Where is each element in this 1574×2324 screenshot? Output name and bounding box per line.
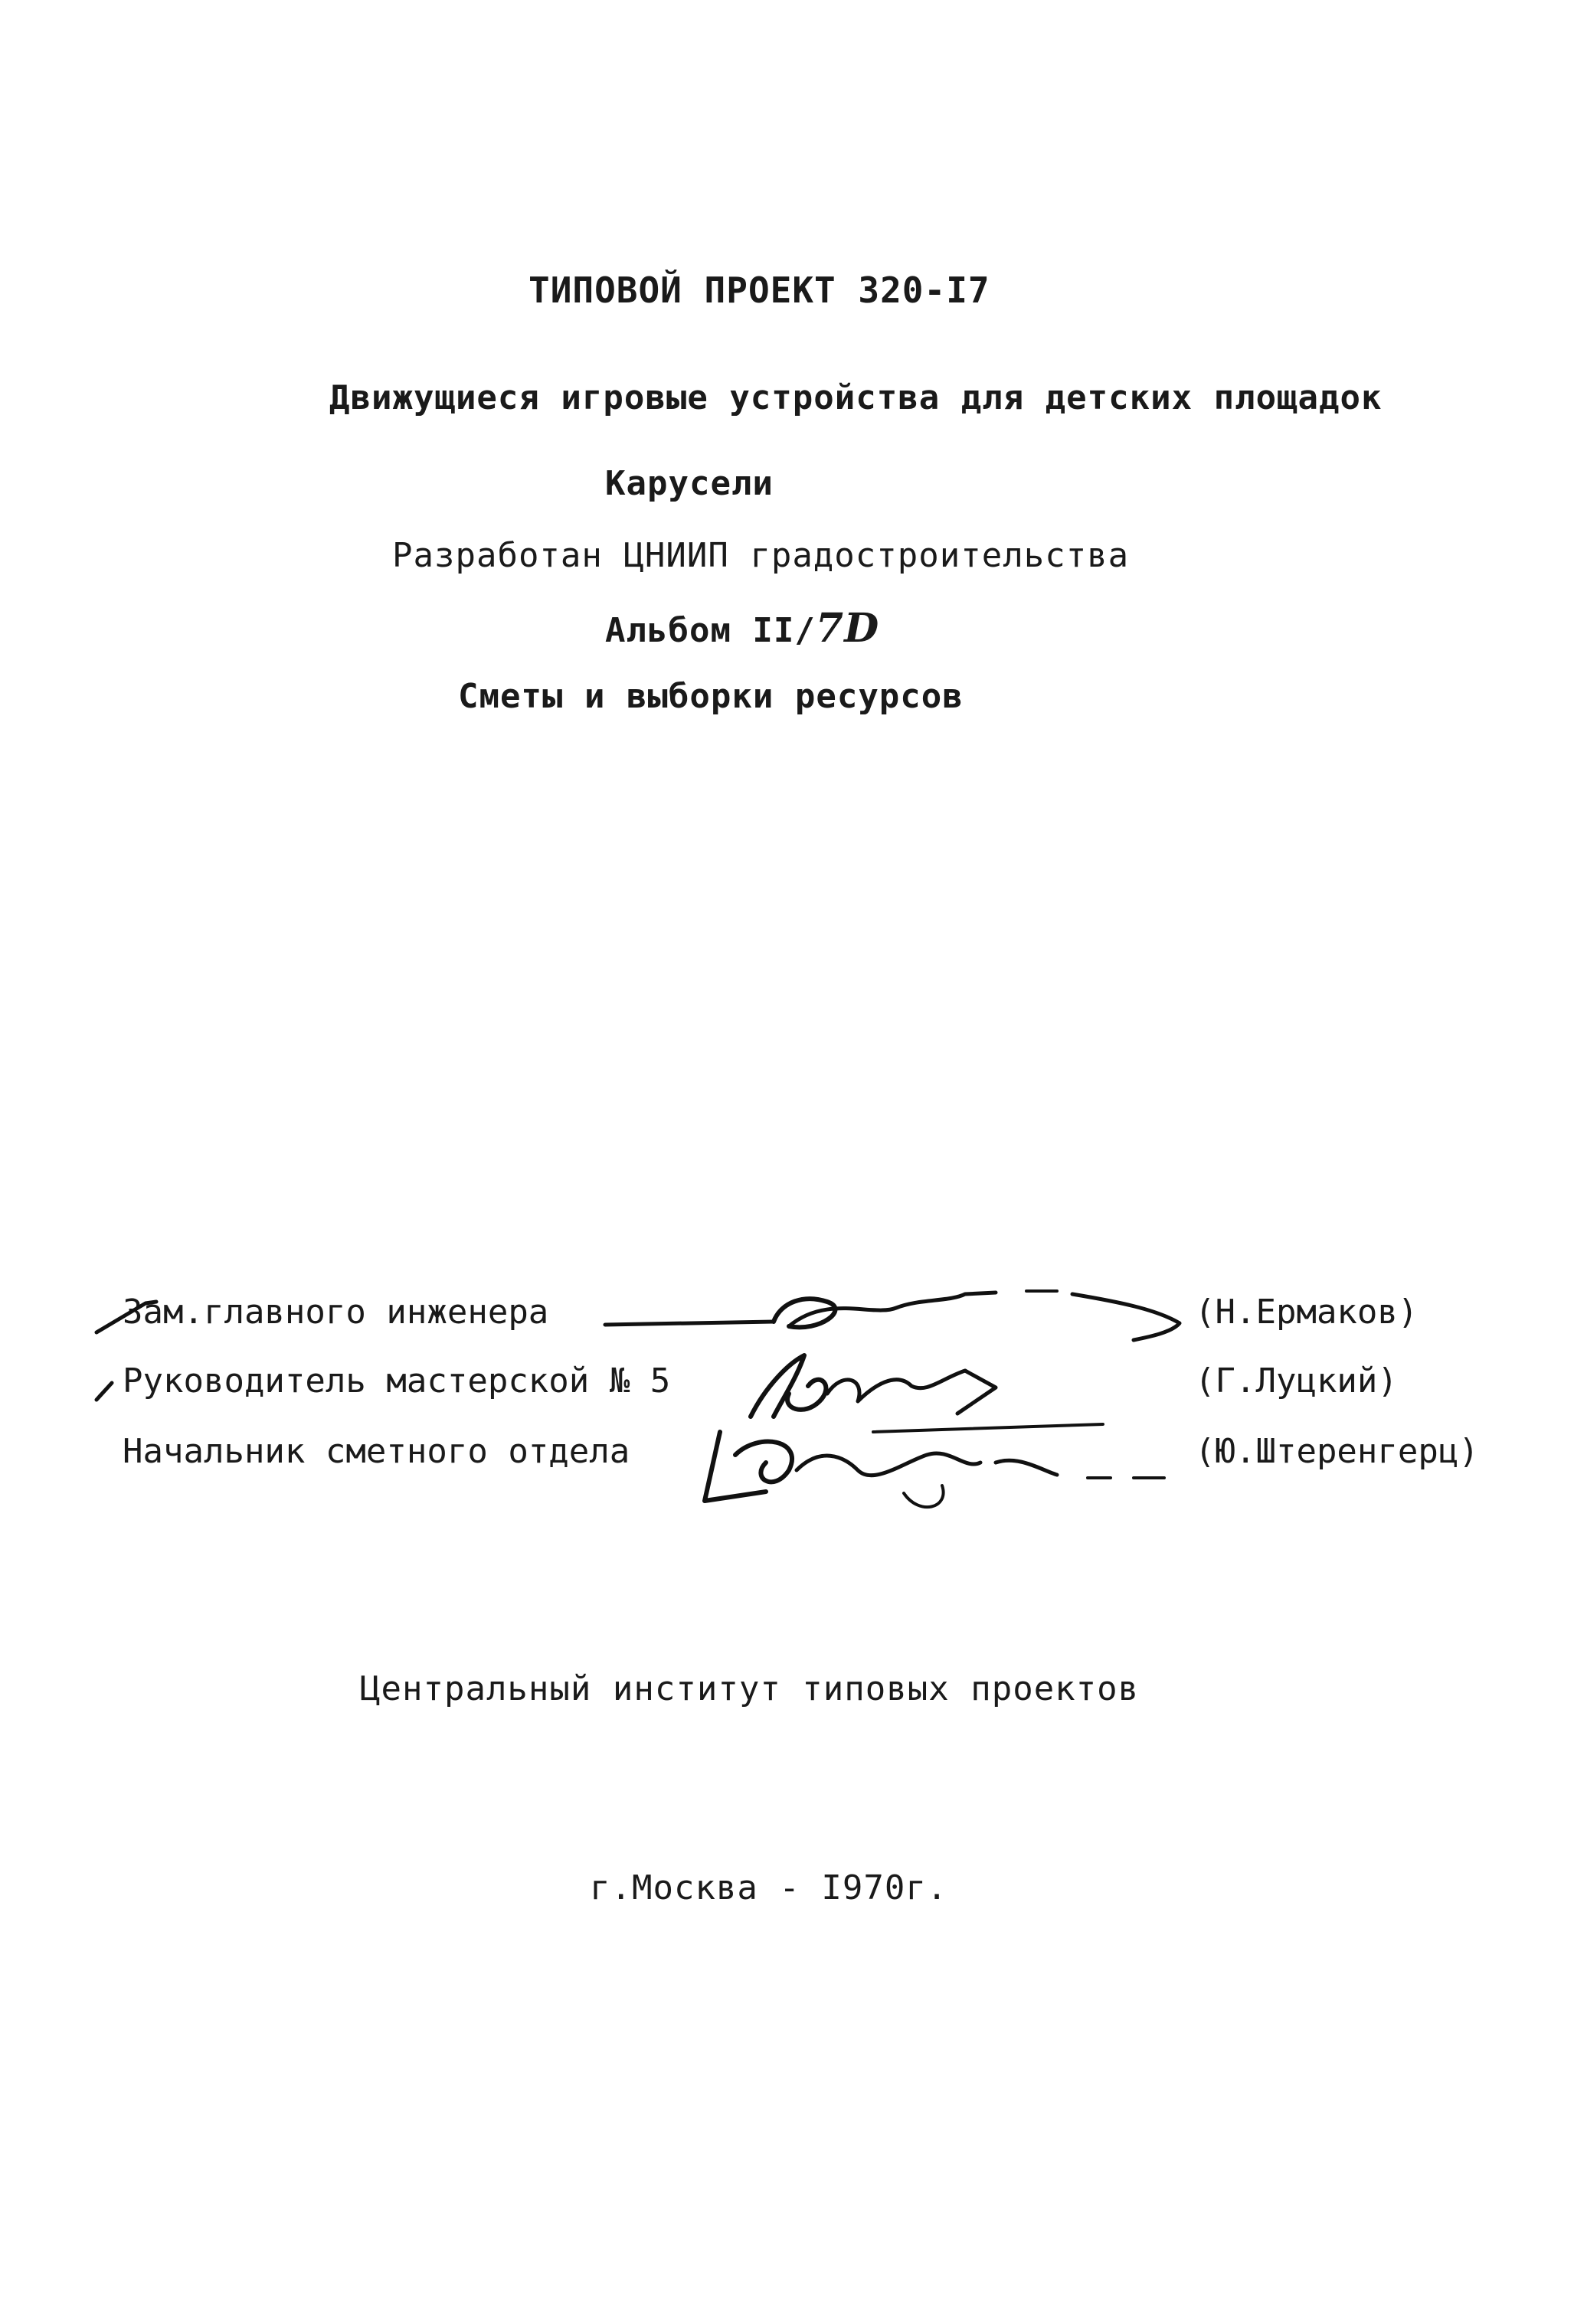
album-contents: Сметы и выборки ресурсов <box>458 677 964 716</box>
project-item: Карусели <box>605 464 774 503</box>
margin-check-mark-1 <box>92 1294 161 1340</box>
city-year: г.Москва - I970г. <box>590 1868 948 1907</box>
margin-check-mark-2 <box>90 1377 121 1407</box>
project-developer: Разработан ЦНИИП градостроительства <box>392 536 1130 575</box>
album-number: 7D <box>815 605 880 652</box>
project-subject: Движущиеся игровые устройства для детских площадок <box>329 378 1383 417</box>
album-line <box>605 605 879 652</box>
signature-shterengerts <box>674 1401 1195 1516</box>
signature-name: (Ю.Штеренгерц) <box>1195 1432 1479 1471</box>
album-prefix: Альбом II/ <box>605 611 816 650</box>
signature-role: Зам.главного инженера <box>123 1293 549 1332</box>
signature-role: Начальник сметного отдела <box>123 1432 630 1471</box>
institute-name: Центральный институт типовых проектов <box>360 1669 1140 1708</box>
signature-name: (Н.Ермаков) <box>1195 1293 1419 1332</box>
signature-name: (Г.Луцкий) <box>1195 1361 1398 1401</box>
signature-role: Руководитель мастерской № 5 <box>123 1361 671 1401</box>
project-title: ТИПОВОЙ ПРОЕКТ 320-I7 <box>528 270 990 311</box>
